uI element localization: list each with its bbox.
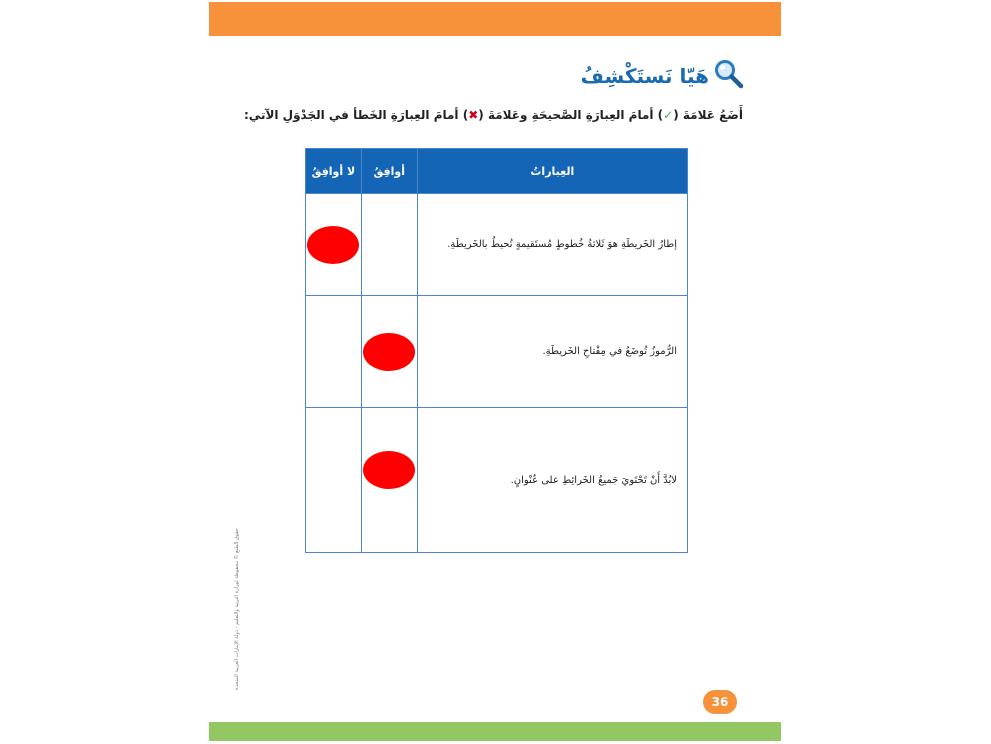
x-icon: ✖ [468,108,479,122]
magnifier-icon [713,58,745,94]
answer-mark [363,451,415,489]
answer-mark [363,333,415,371]
agree-cell[interactable] [361,408,417,553]
bottom-green-bar [209,722,781,741]
instruction-text [223,108,743,122]
check-icon: ✓ [663,108,674,122]
statement-text: الرُّموزُ تُوضَعُ في مِفْتاحِ الخَريطَةِ. [542,346,677,357]
statement-cell [417,408,687,553]
page-title: هَيّا نَستَكْشِفُ [580,64,709,88]
table-row [306,296,688,408]
agree-cell[interactable] [361,296,417,408]
disagree-cell[interactable] [306,194,362,296]
statement-text: إطارُ الخَريطَةِ هوَ ثَلاثةُ خُطوطٍ مُستَقيمةٍ تُحيطُ بالخَريطَةِ. [447,239,677,250]
copyright-note: حقوق الطبع © محفوظة لوزارة التربية والتعليم - دولة الإمارات العربية المتحدة [234,528,240,690]
disagree-cell[interactable] [306,408,362,553]
table-header-row [306,149,688,194]
disagree-cell[interactable] [306,296,362,408]
header-agree: أوافِقُ [361,149,417,194]
header-disagree: لا أوافِقُ [306,149,362,194]
statement-cell [417,296,687,408]
instruction-part-2: ) أمامَ العِبارَةِ الصَّحيحَةِ وعَلامَةَ ( [478,108,664,122]
table-row [306,194,688,296]
header-statements: العِباراتُ [417,149,687,194]
statements-table [305,148,688,553]
section-title [581,58,745,94]
agree-cell[interactable] [361,194,417,296]
instruction-part-1: أَضَعُ عَلامَةَ ( [673,108,743,122]
instruction-part-3: ) أمامَ العِبارَةِ الخَطأ في الجَدْوَلِ الآتي: [244,108,469,122]
top-orange-bar [209,2,781,36]
answer-mark [307,226,359,264]
statement-cell [417,194,687,296]
statement-text: لابُدَّ أَنْ تَحْتَويَ جَميعُ الخَرائِطِ على عُنْوانٍ. [510,474,677,486]
table-row [306,408,688,553]
page-number: 36 [703,690,737,714]
